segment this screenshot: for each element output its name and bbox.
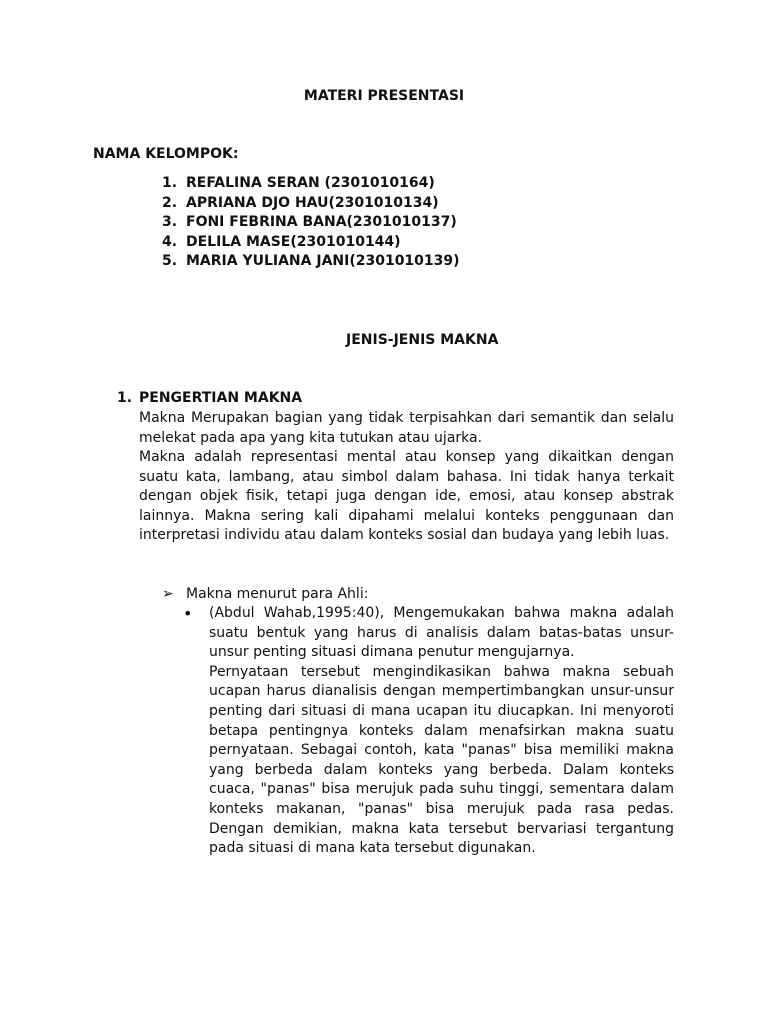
list-number: 1. [162, 175, 178, 191]
bullet-icon: • [183, 604, 193, 623]
definition-paragraph: Makna Merupakan bagian yang tidak terpisahkan dari semantik dan selalu melekat pada apa yang kita tutukan atau ujarka. [139, 410, 674, 446]
expert-quote: (Abdul Wahab,1995:40), Mengemukakan bahwa makna adalah suatu bentuk yang harus di analisis dalam batas-batas unsur-unsur penting situasi dimana penutur mengujarnya. [209, 605, 674, 661]
document-title: MATERI PRESENTASI [303, 88, 465, 104]
item-heading-text: PENGERTIAN MAKNA [139, 390, 303, 406]
member-name: APRIANA DJO HAU(2301010134) [186, 194, 439, 211]
item-number: 1. [117, 390, 133, 406]
member-name: MARIA YULIANA JANI(2301010139) [186, 253, 460, 270]
list-item [162, 174, 460, 194]
list-number: 2. [162, 194, 178, 211]
member-name: DELILA MASE(2301010144) [186, 233, 401, 250]
list-number: 3. [162, 214, 178, 231]
experts-label: Makna menurut para Ahli: [186, 586, 369, 602]
quote-explanation: Pernyataan tersebut mengindikasikan bahwa makna sebuah ucapan harus dianalisis dengan mempertimbangkan unsur-unsur penting dari situasi di mana ucapan itu diucapkan. Ini menyoroti betapa pentingnya konteks dalam menafsirkan makna suatu pernyataan. Sebagai contoh, kata "panas" bisa memiliki makna yang berbeda dalam konteks yang berbeda. Dalam konteks cuaca, "panas" bisa merujuk pada suhu tinggi, sementara dalam konteks makanan, "panas" bisa merujuk pada rasa pedas. Dengan demikian, makna kata tersebut bervariasi tergantung pada situasi di mana kata tersebut digunakan. [209, 663, 674, 857]
list-number: 4. [162, 233, 178, 250]
list-item [162, 194, 460, 214]
explanation-paragraph: Makna adalah representasi mental atau konsep yang dikaitkan dengan suatu kata, lambang, atau simbol dalam bahasa. Ini tidak hanya terkait dengan objek fisik, tetapi juga dengan ide, emosi, atau konsep abstrak lainnya. Makna sering kali dipahami melalui konteks penggunaan dan interpretasi individu atau dalam konteks sosial dan budaya yang lebih luas. [139, 449, 674, 544]
member-name: REFALINA SERAN (2301010164) [186, 175, 435, 191]
list-item [162, 252, 460, 272]
list-item [162, 213, 460, 233]
arrow-list-item [162, 585, 368, 605]
list-number: 5. [162, 253, 178, 270]
section-title: JENIS-JENIS MAKNA [346, 332, 499, 348]
group-label: NAMA KELOMPOK: [93, 146, 239, 162]
item-heading [117, 389, 302, 409]
member-name: FONI FEBRINA BANA(2301010137) [186, 214, 457, 231]
bullet-list-item [183, 604, 674, 859]
arrow-bullet-icon: ➢ [162, 586, 174, 602]
member-list [162, 174, 460, 272]
bullet-content [209, 604, 674, 859]
list-item [162, 233, 460, 253]
